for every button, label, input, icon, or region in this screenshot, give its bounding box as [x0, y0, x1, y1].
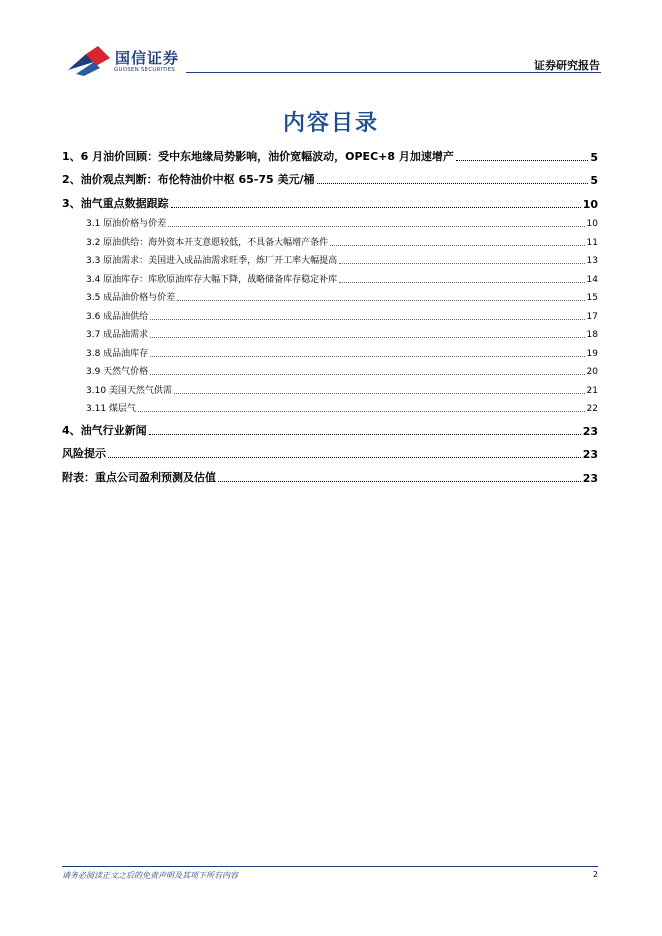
toc-subitem-label: 3.1 原油价格与价差	[86, 219, 167, 229]
toc-subitem-page: 13	[586, 256, 598, 266]
toc-subitem[interactable]	[62, 359, 598, 378]
toc-subitem-page: 18	[586, 330, 598, 340]
toc-item[interactable]	[62, 438, 598, 462]
toc-item-page: 23	[582, 424, 598, 438]
toc-subitem[interactable]	[62, 211, 598, 230]
toc-item-label: 1、6 月油价回顾：受中东地缘局势影响，油价宽幅波动，OPEC+8 月加速增产	[62, 149, 454, 163]
toc-leader	[339, 263, 584, 264]
toc-leader	[174, 393, 585, 394]
guosen-logo-icon	[66, 44, 112, 76]
toc-leader	[150, 319, 584, 320]
toc-subitem[interactable]	[62, 266, 598, 285]
toc-subitem[interactable]	[62, 377, 598, 396]
footer-divider	[62, 866, 598, 867]
toc-leader	[330, 245, 584, 246]
toc-subitem[interactable]	[62, 229, 598, 248]
logo-text-cn: 国信证券	[115, 49, 180, 67]
toc-subitem-page: 19	[586, 348, 598, 359]
toc-item[interactable]	[62, 164, 598, 188]
toc-subitem-page: 21	[586, 385, 598, 396]
toc-item-label: 3、油气重点数据跟踪	[62, 196, 169, 210]
toc-subitem[interactable]	[62, 303, 598, 322]
toc-subitem-label: 3.4 原油库存：库欣原油库存大幅下降，战略储备库存稳定补库	[86, 274, 338, 285]
toc-leader	[177, 300, 584, 301]
toc-leader	[138, 411, 585, 412]
toc-leader	[339, 282, 584, 283]
toc-leader	[168, 226, 584, 227]
toc-subitem-label: 3.2 原油供给：海外资本开支意愿较低，不具备大幅增产条件	[86, 237, 329, 248]
toc-item[interactable]	[62, 414, 598, 438]
toc-item-label: 风险提示	[62, 447, 106, 460]
page-header	[0, 0, 662, 80]
toc-subitem-label: 3.10 美国天然气供需	[86, 385, 172, 396]
toc-subitem-page: 17	[586, 311, 598, 322]
toc-leader	[456, 160, 589, 161]
toc-subitem[interactable]	[62, 340, 598, 359]
report-type: 证券研究报告	[534, 59, 600, 72]
toc-leader	[317, 183, 589, 184]
toc-list	[62, 140, 598, 485]
toc-subitem-label: 3.6 成品油供给	[86, 311, 149, 322]
toc-subitem-label: 3.7 成品油需求	[86, 330, 149, 340]
toc-subitem[interactable]	[62, 285, 598, 304]
toc-title: 内容目录	[282, 111, 379, 136]
toc-subitem-page: 20	[586, 367, 598, 377]
toc-leader	[108, 457, 581, 458]
guosen-logo	[66, 44, 186, 78]
header-divider	[186, 72, 601, 73]
toc-item[interactable]	[62, 461, 598, 485]
toc-subitem[interactable]	[62, 248, 598, 267]
toc-subitem[interactable]	[62, 322, 598, 341]
toc-leader	[171, 207, 581, 208]
footer-page-number: 2	[592, 870, 598, 879]
toc-subitem-page: 11	[586, 237, 598, 248]
toc-subitem-label: 3.9 天然气价格	[86, 367, 149, 377]
toc-subitem-label: 3.3 原油需求：美国进入成品油需求旺季，炼厂开工率大幅提高	[86, 256, 338, 266]
toc-subitem-page: 10	[586, 219, 598, 229]
toc-leader	[150, 337, 584, 338]
toc-item-label: 附表：重点公司盈利预测及估值	[62, 470, 216, 484]
toc-item[interactable]	[62, 187, 598, 211]
toc-subitem-page: 22	[586, 404, 598, 414]
toc-item-label: 2、油价观点判断：布伦特油价中枢 65-75 美元/桶	[62, 173, 315, 186]
toc-item-page: 5	[590, 150, 598, 164]
toc-item-label: 4、油气行业新闻	[62, 423, 147, 437]
toc-item-page: 23	[582, 471, 598, 485]
toc-subitem-page: 15	[586, 293, 598, 303]
toc-subitem-page: 14	[586, 274, 598, 285]
toc-leader	[150, 374, 584, 375]
toc-leader	[150, 356, 584, 357]
logo-text-en: GUOSEN SECURITIES	[114, 67, 176, 73]
toc-leader	[149, 434, 581, 435]
toc-leader	[218, 481, 581, 482]
toc-subitem[interactable]	[62, 396, 598, 415]
toc-item-page: 23	[582, 448, 598, 461]
toc-subitem-label: 3.5 成品油价格与价差	[86, 293, 176, 303]
toc-item[interactable]	[62, 140, 598, 164]
toc-subitem-label: 3.11 煤层气	[86, 404, 136, 414]
toc-subitem-label: 3.8 成品油库存	[86, 348, 149, 359]
footer-disclaimer: 请务必阅读正文之后的免责声明及其项下所有内容	[62, 871, 238, 880]
toc-item-page: 10	[582, 197, 598, 211]
toc-item-page: 5	[590, 174, 598, 187]
